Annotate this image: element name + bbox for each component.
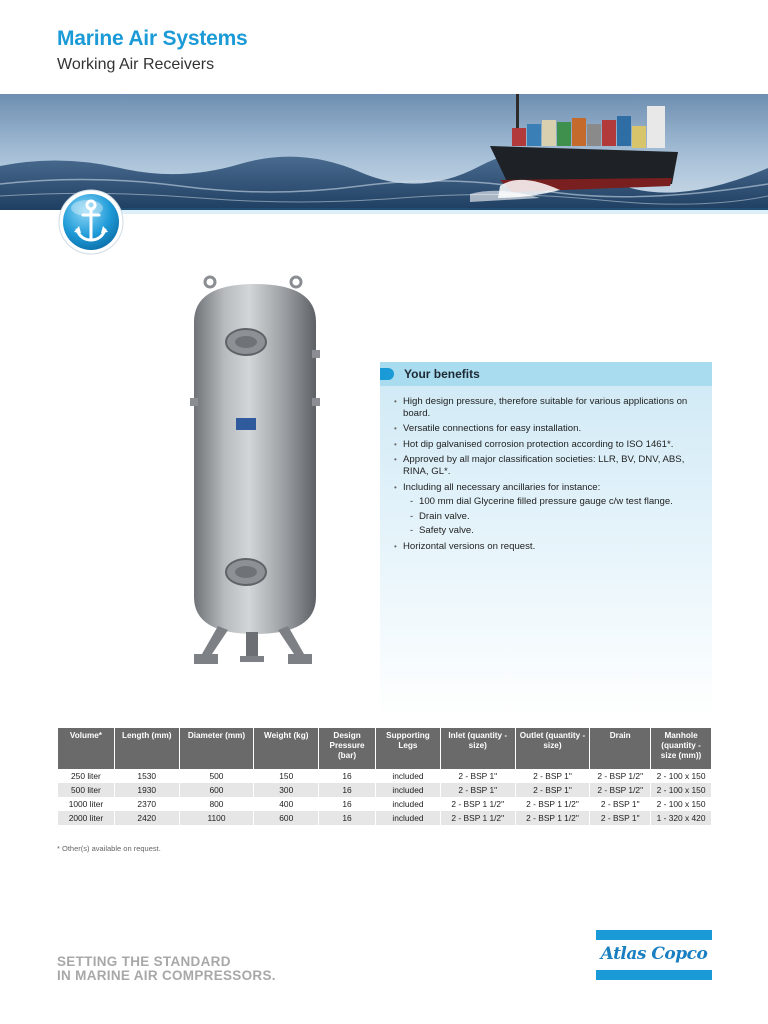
table-cell: included bbox=[376, 769, 440, 783]
column-header: Weight (kg) bbox=[254, 728, 318, 769]
table-cell: 2 - BSP 1 1/2" bbox=[441, 811, 515, 825]
page-title: Marine Air Systems bbox=[57, 27, 248, 50]
benefit-subitem: - 100 mm dial Glycerine filled pressure gauge c/w test flange. bbox=[394, 496, 702, 508]
specifications-table bbox=[57, 728, 712, 825]
table-cell: included bbox=[376, 811, 440, 825]
table-cell: 2 - BSP 1 1/2" bbox=[516, 797, 590, 811]
column-header: Design Pressure (bar) bbox=[319, 728, 375, 769]
table-cell: 2420 bbox=[115, 811, 179, 825]
atlas-copco-logo bbox=[596, 930, 712, 980]
table-cell: 2 - BSP 1" bbox=[441, 769, 515, 783]
table-cell: 2 - BSP 1/2" bbox=[590, 783, 650, 797]
benefit-subitem: - Drain valve. bbox=[394, 511, 702, 523]
table-cell: 500 liter bbox=[58, 783, 114, 797]
table-cell: 2000 liter bbox=[58, 811, 114, 825]
benefit-item: • Including all necessary ancillaries for instance: bbox=[394, 482, 702, 494]
benefits-list bbox=[380, 386, 712, 553]
tagline-line: SETTING THE STANDARD bbox=[57, 954, 231, 969]
column-header: Outlet (quantity - size) bbox=[516, 728, 590, 769]
table-cell: 2370 bbox=[115, 797, 179, 811]
page-subtitle: Working Air Receivers bbox=[57, 56, 215, 73]
benefit-item: • High design pressure, therefore suitable for various applications on board. bbox=[394, 396, 702, 419]
logo-wordmark: Atlas Copco bbox=[600, 944, 708, 964]
table-cell: 16 bbox=[319, 811, 375, 825]
benefits-tab-marker bbox=[380, 368, 394, 380]
table-cell: 2 - 100 x 150 bbox=[651, 797, 711, 811]
column-header: Length (mm) bbox=[115, 728, 179, 769]
product-air-receiver-image bbox=[190, 272, 320, 672]
anchor-icon bbox=[57, 188, 125, 256]
column-header: Drain bbox=[590, 728, 650, 769]
table-cell: 2 - BSP 1/2" bbox=[590, 769, 650, 783]
tagline-line: IN MARINE AIR COMPRESSORS. bbox=[57, 968, 276, 983]
table-cell: 500 bbox=[180, 769, 254, 783]
table-cell: 1100 bbox=[180, 811, 254, 825]
table-cell: 2 - BSP 1" bbox=[516, 769, 590, 783]
table-cell: 300 bbox=[254, 783, 318, 797]
benefits-panel bbox=[380, 362, 712, 717]
column-header: Manhole (quantity - size (mm)) bbox=[651, 728, 711, 769]
table-cell: 16 bbox=[319, 769, 375, 783]
table-cell: 1 - 320 x 420 bbox=[651, 811, 711, 825]
footer-tagline bbox=[57, 955, 276, 983]
table-row bbox=[58, 783, 711, 797]
table-cell: 1000 liter bbox=[58, 797, 114, 811]
benefit-item: • Horizontal versions on request. bbox=[394, 541, 702, 553]
table-cell: 2 - BSP 1 1/2" bbox=[516, 811, 590, 825]
table-row bbox=[58, 811, 711, 825]
table-cell: 16 bbox=[319, 783, 375, 797]
table-cell: 400 bbox=[254, 797, 318, 811]
benefit-item: • Hot dip galvanised corrosion protection according to ISO 1461*. bbox=[394, 439, 702, 451]
table-cell: 2 - 100 x 150 bbox=[651, 769, 711, 783]
column-header: Supporting Legs bbox=[376, 728, 440, 769]
table-footnote: * Other(s) available on request. bbox=[57, 844, 161, 853]
table-cell: 150 bbox=[254, 769, 318, 783]
column-header: Volume* bbox=[58, 728, 114, 769]
benefits-header bbox=[380, 362, 712, 386]
benefit-subitem: - Safety valve. bbox=[394, 525, 702, 537]
table-cell: 250 liter bbox=[58, 769, 114, 783]
table-cell: 2 - BSP 1" bbox=[516, 783, 590, 797]
table-cell: included bbox=[376, 797, 440, 811]
column-header: Diameter (mm) bbox=[180, 728, 254, 769]
table-cell: 1930 bbox=[115, 783, 179, 797]
table-cell: 800 bbox=[180, 797, 254, 811]
table-row bbox=[58, 769, 711, 783]
table-cell: 1530 bbox=[115, 769, 179, 783]
table-cell: 2 - BSP 1" bbox=[590, 797, 650, 811]
benefits-heading: Your benefits bbox=[404, 367, 480, 381]
table-cell: 2 - BSP 1" bbox=[590, 811, 650, 825]
table-row bbox=[58, 797, 711, 811]
table-cell: 2 - BSP 1 1/2" bbox=[441, 797, 515, 811]
table-cell: 600 bbox=[180, 783, 254, 797]
benefit-item: • Versatile connections for easy installation. bbox=[394, 423, 702, 435]
table-header-row bbox=[58, 728, 711, 769]
logo-top-bar bbox=[596, 930, 712, 940]
table-cell: 600 bbox=[254, 811, 318, 825]
table-cell: 2 - BSP 1" bbox=[441, 783, 515, 797]
table-cell: 2 - 100 x 150 bbox=[651, 783, 711, 797]
logo-bottom-bar bbox=[596, 970, 712, 980]
table-cell: included bbox=[376, 783, 440, 797]
column-header: Inlet (quantity - size) bbox=[441, 728, 515, 769]
table-cell: 16 bbox=[319, 797, 375, 811]
benefit-item: • Approved by all major classification societies: LLR, BV, DNV, ABS, RINA, GL*. bbox=[394, 454, 702, 477]
